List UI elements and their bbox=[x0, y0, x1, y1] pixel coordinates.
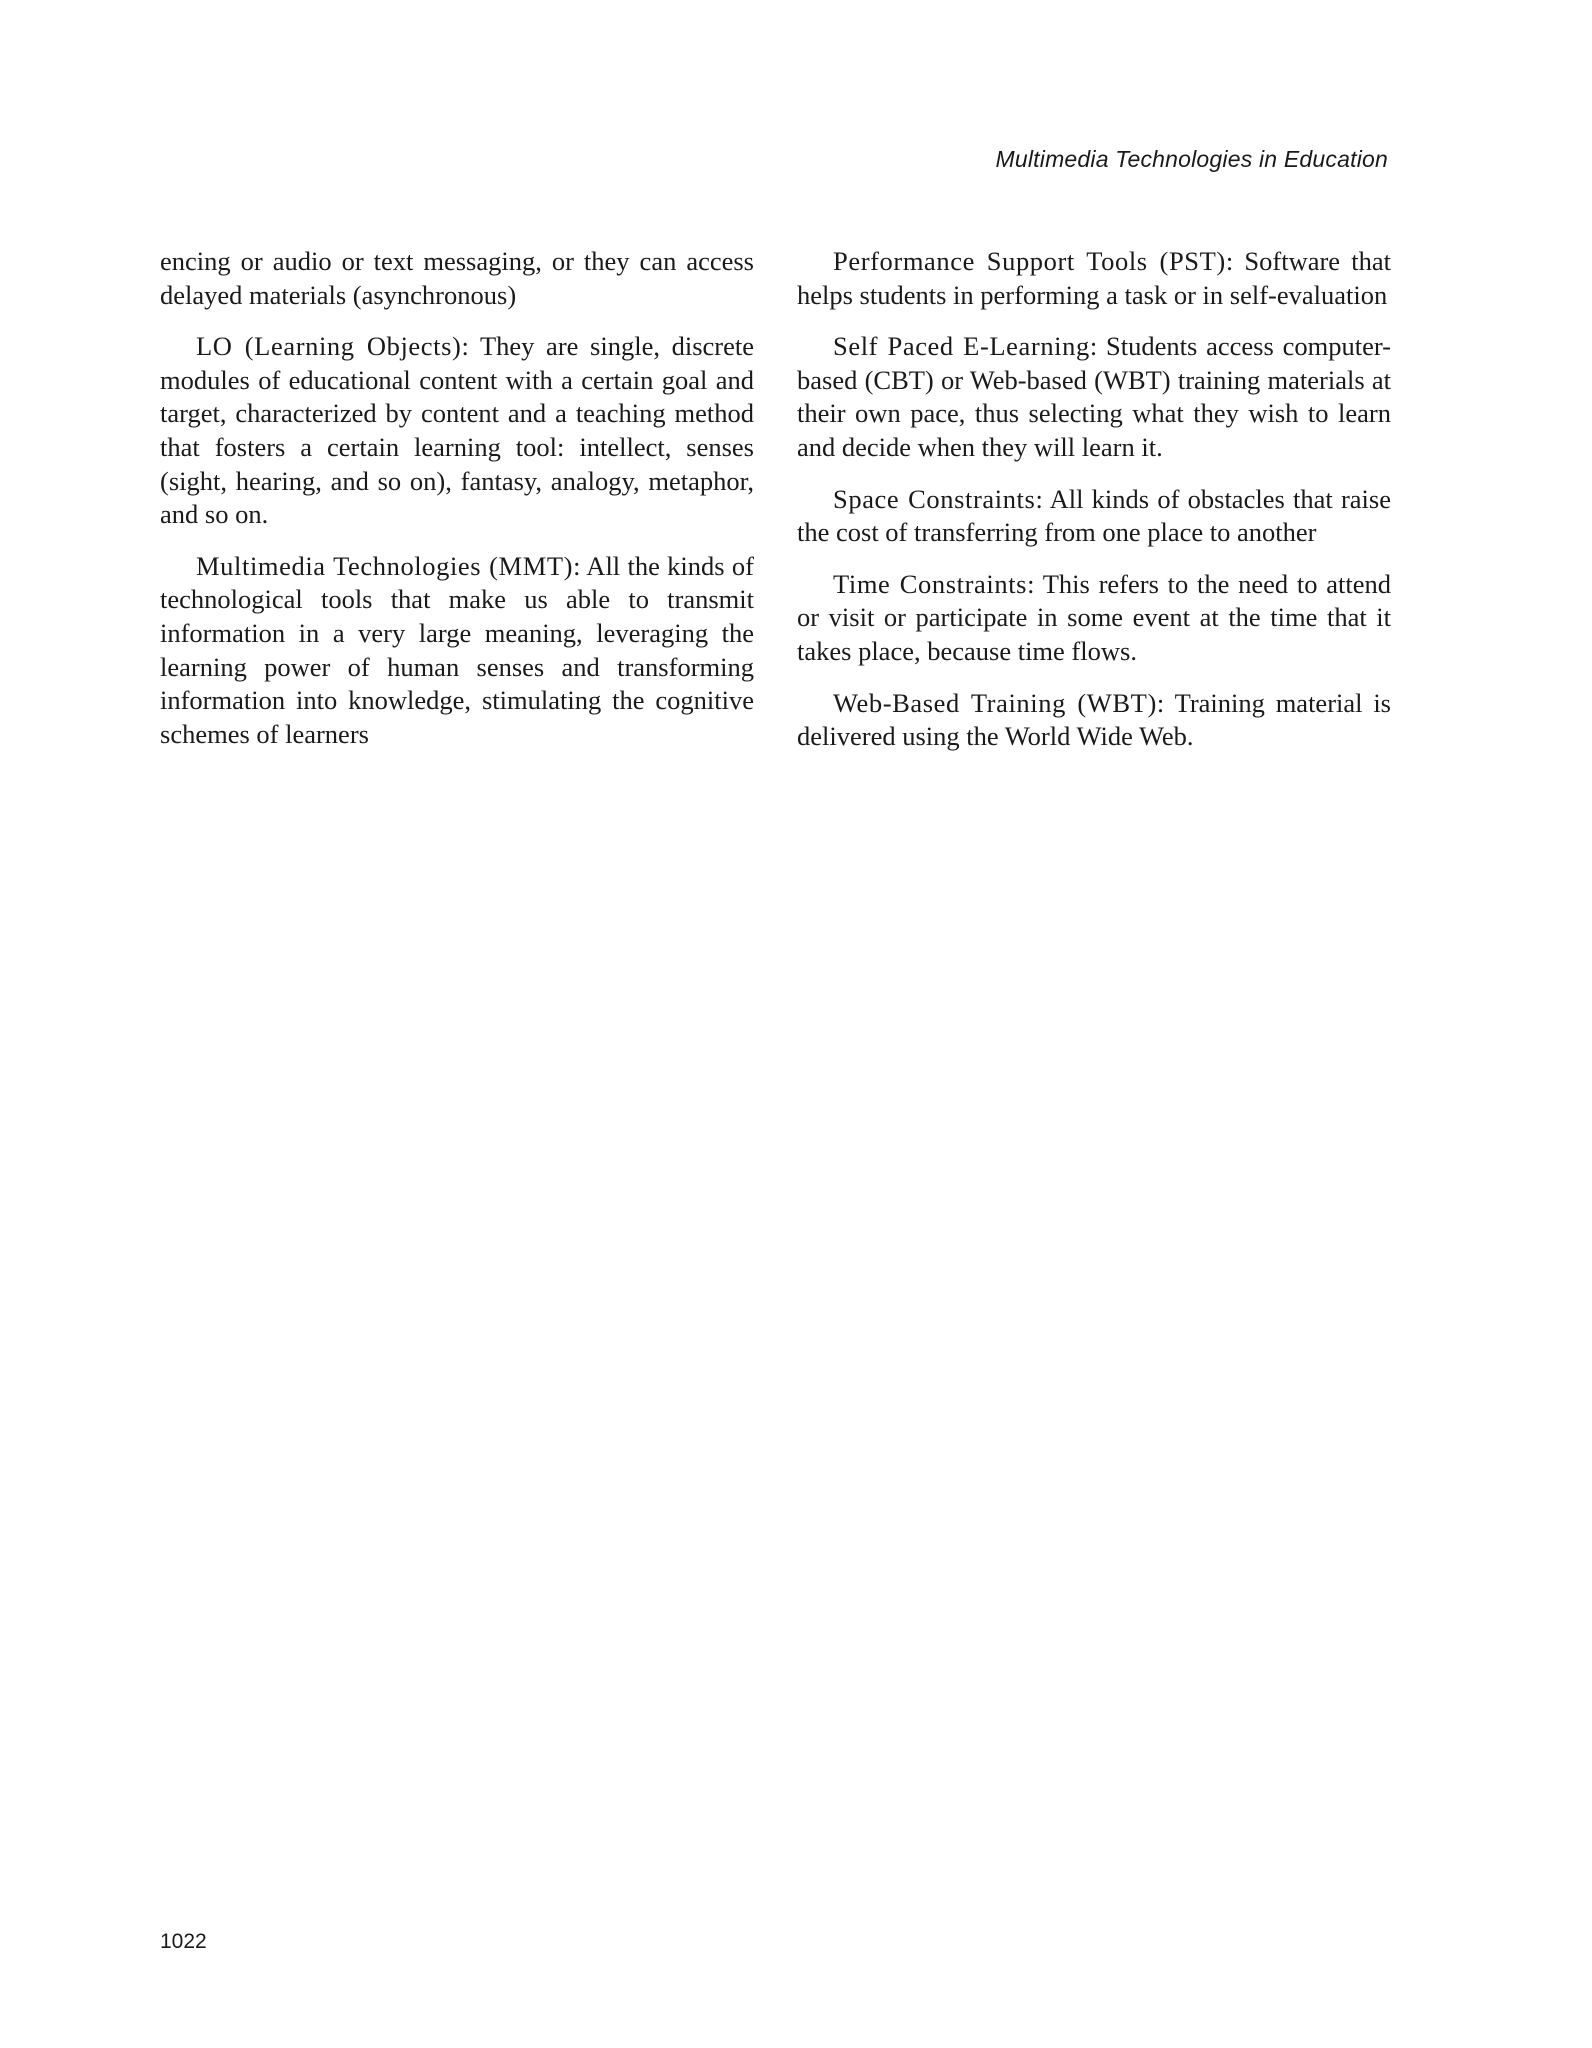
glossary-term: Web-Based Training (WBT) bbox=[833, 687, 1157, 718]
running-header: Multimedia Technologies in Education bbox=[995, 146, 1388, 172]
glossary-entry-self-paced bbox=[797, 330, 1391, 464]
glossary-term: Performance Support Tools (PST) bbox=[833, 246, 1226, 276]
glossary-term: Multimedia Technologies (MMT) bbox=[196, 550, 574, 581]
glossary-entry-lo bbox=[160, 330, 754, 532]
glossary-definition: : All the kinds of technological tools that make us able to transmit information in a very large meaning, leveraging the learning power of human senses and transforming information into knowledge, stimulating the cognitive schemes of learners bbox=[160, 550, 755, 749]
glossary-entry-pst bbox=[797, 245, 1391, 312]
glossary-definition: : Software that helps students in performing a task or in self-evaluation bbox=[797, 246, 1391, 310]
continuation-paragraph: encing or audio or text messaging, or they can access delayed materials (asynchronous) bbox=[160, 246, 754, 310]
glossary-definition: : All kinds of obstacles that raise the cost of transferring from one place to another bbox=[797, 483, 1391, 548]
glossary-term: Space Constraints bbox=[833, 483, 1036, 514]
glossary-definition: : They are single, discrete modules of educational content with a certain goal and target, characterized by content and a teaching method that fosters a certain learning tool: intellect, senses (sight, hearing, and so on), fantasy, analogy, metaphor, and so on. bbox=[160, 331, 754, 530]
glossary-term: Self Paced E-Learning bbox=[833, 331, 1090, 362]
glossary-entry-time-constraints bbox=[797, 568, 1391, 669]
left-column bbox=[160, 245, 754, 769]
glossary-entry-space-constraints bbox=[797, 483, 1391, 550]
right-column bbox=[797, 245, 1391, 772]
glossary-definition: : This refers to the need to attend or visit or participate in some event at the time that it takes place, because time flows. bbox=[797, 568, 1391, 666]
glossary-definition: : Training material is delivered using the World Wide Web. bbox=[797, 687, 1391, 752]
glossary-term: Time Constraints bbox=[833, 568, 1028, 599]
glossary-entry-mmt bbox=[160, 550, 754, 752]
glossary-definition: : Students access computer-based (CBT) or Web-based (WBT) training materials at their own pace, thus selecting what they wish to learn and decide when they will learn it. bbox=[797, 331, 1391, 462]
glossary-entry-wbt bbox=[797, 687, 1391, 754]
page-number: 1022 bbox=[160, 1930, 207, 1953]
glossary-term: LO (Learning Objects) bbox=[196, 331, 462, 362]
